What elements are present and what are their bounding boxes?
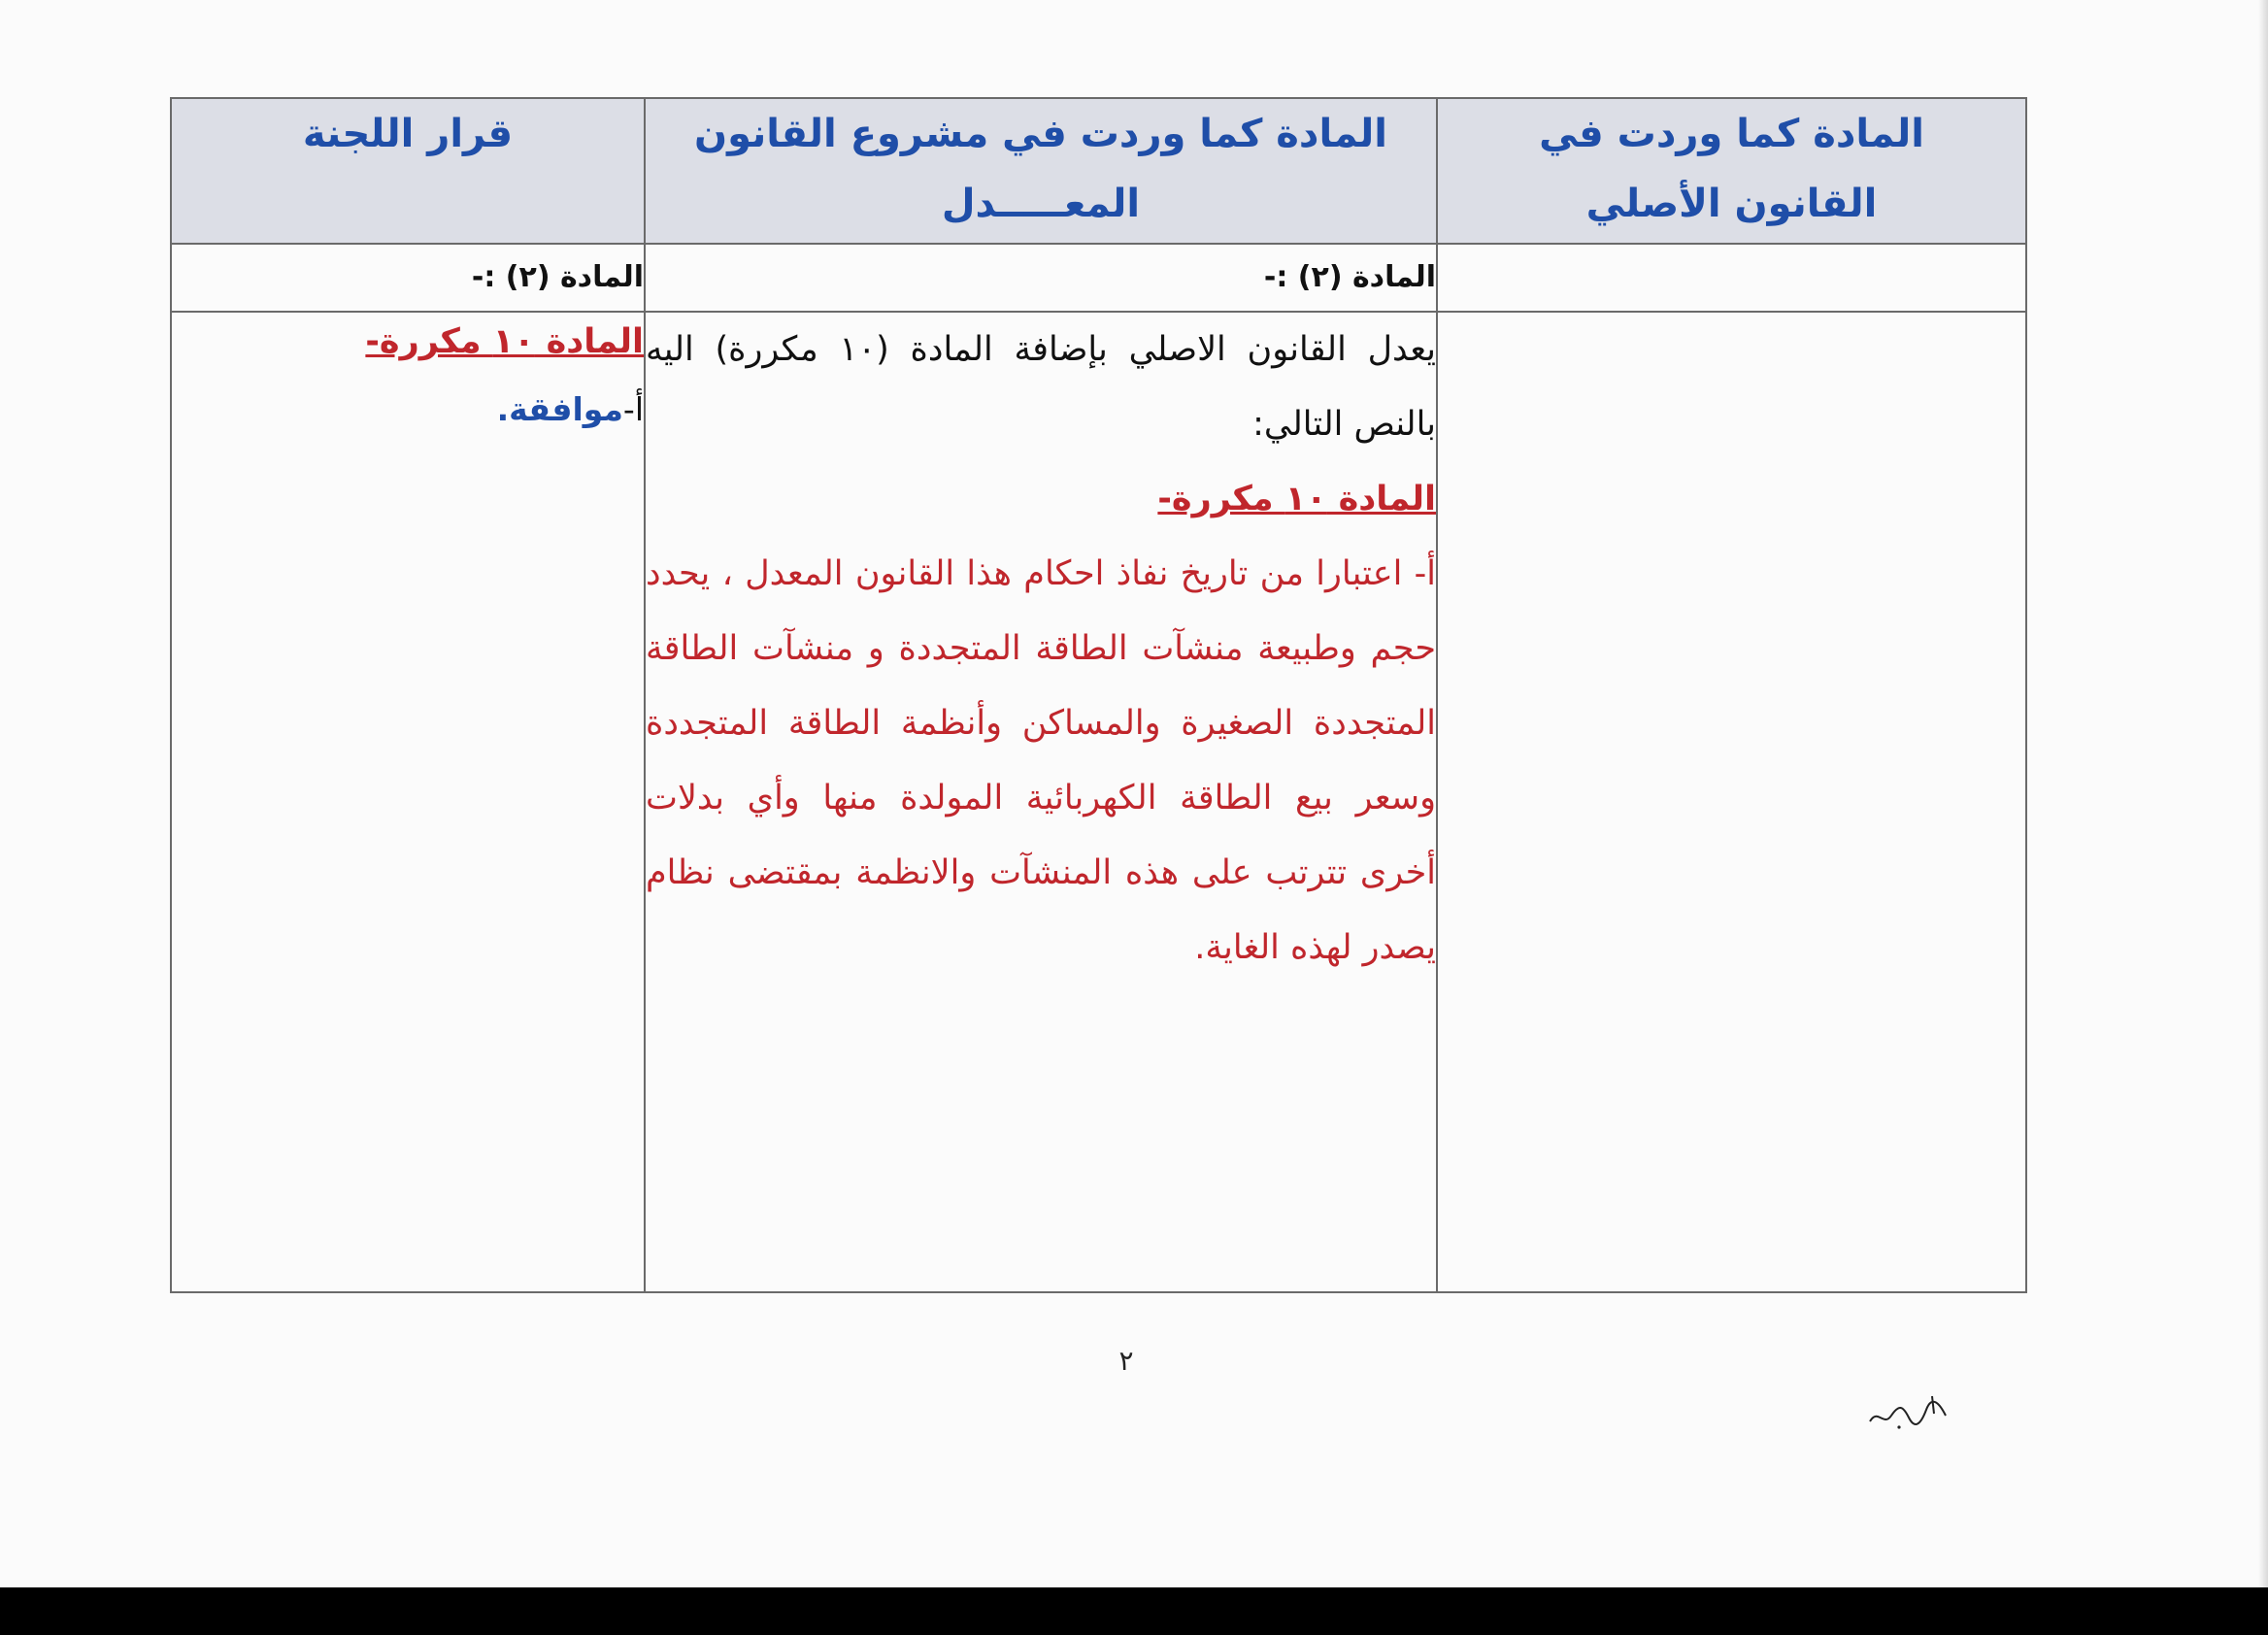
header-amended-line-1: المادة كما وردت في مشروع القانون <box>693 112 1388 156</box>
header-row <box>171 98 2026 244</box>
header-original-line-2: القانون الأصلي <box>1585 182 1878 226</box>
original-body-cell <box>1437 312 2026 1292</box>
page-number: ٢ <box>1118 1345 1134 1377</box>
header-decision-line-1: قرار اللجنة <box>302 112 514 156</box>
article-decision-cell: المادة (٢) :- <box>171 244 645 312</box>
amended-intro-text: يعدل القانون الاصلي بإضافة المادة (١٠ مكررة) اليه بالنص التالي: <box>646 330 1436 444</box>
amended-section-title: المادة ١٠ مكررة- <box>1157 480 1436 518</box>
article-original-cell <box>1437 244 2026 312</box>
decision-body-cell <box>171 312 645 1292</box>
decision-item-prefix: أ- <box>622 390 644 428</box>
header-original-law <box>1437 98 2026 244</box>
header-original-line-1: المادة كما وردت في <box>1539 112 1924 156</box>
comparison-table <box>170 97 2027 1293</box>
amended-body-cell <box>645 312 1437 1292</box>
amended-paragraph: أ- اعتبارا من تاريخ نفاذ احكام هذا القانون المعدل ، يحدد حجم وطبيعة منشآت الطاقة المتجددة و منشآت الطاقة المتجددة الصغيرة والمساكن وأنظمة الطاقة المتجددة وسعر بيع الطاقة الكهربائية المولدة منها وأي بدلات أخرى تترتب على هذه المنشآت والانظمة بمقتضى نظام يصدر لهذه الغاية. <box>646 554 1436 967</box>
header-committee-decision <box>171 98 645 244</box>
header-amended-law <box>645 98 1437 244</box>
decision-item <box>172 371 644 449</box>
header-amended-line-2: المعـــــدل <box>941 182 1141 226</box>
scan-edge-shadow <box>2258 0 2268 1587</box>
body-row <box>171 312 2026 1292</box>
decision-section-title: المادة ١٠ مكررة- <box>365 322 644 361</box>
article-row <box>171 244 2026 312</box>
decision-item-value: موافقة. <box>496 390 623 428</box>
article-amended-cell: المادة (٢) :- <box>645 244 1437 312</box>
signature-mark <box>1864 1388 1951 1435</box>
